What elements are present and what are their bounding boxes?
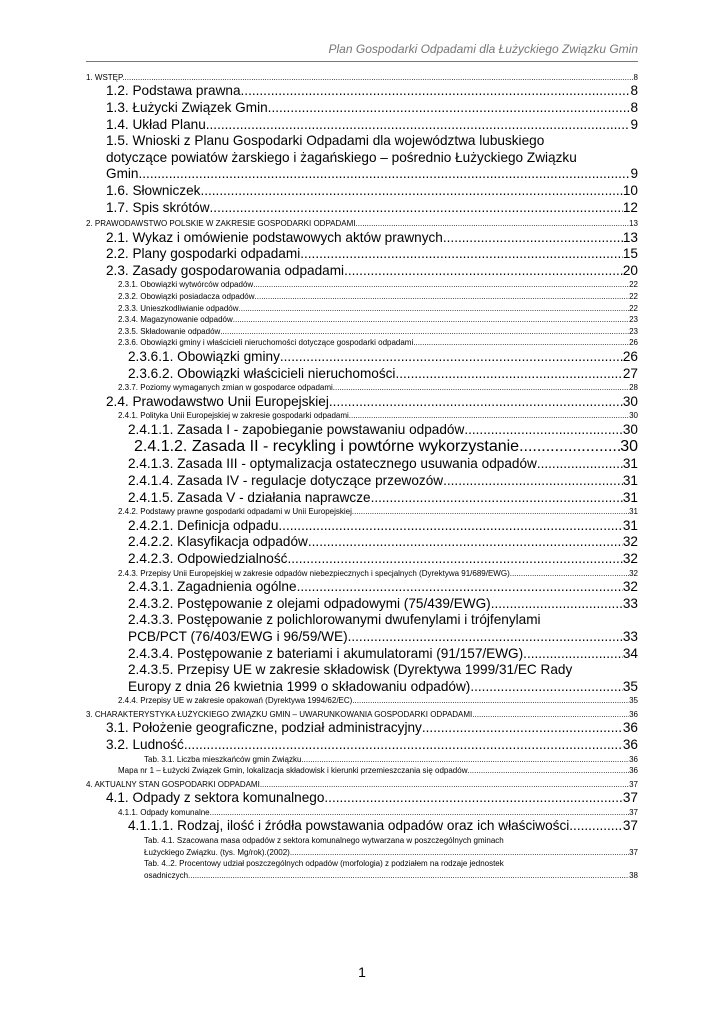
dot-leader xyxy=(125,72,634,83)
toc-entry-page: 8 xyxy=(633,73,638,82)
dot-leader xyxy=(138,166,630,183)
dot-leader xyxy=(301,754,629,766)
toc-entry-title-line: dotyczące powiatów żarskiego i żagańskiego – pośrednio Łużyckiego Związku xyxy=(106,149,577,165)
toc-entry[interactable] xyxy=(86,183,638,200)
dot-leader xyxy=(348,629,623,646)
toc-entry-page: 33 xyxy=(622,595,638,611)
toc-entry[interactable] xyxy=(86,246,638,263)
toc-entry[interactable] xyxy=(86,518,638,535)
dot-leader xyxy=(443,230,623,247)
toc-entry-title: 2.4. Prawodawstwo Unii Europejskiej xyxy=(106,393,329,409)
toc-entry[interactable] xyxy=(86,765,638,777)
toc-entry[interactable] xyxy=(86,720,638,737)
toc-entry-page: 35 xyxy=(622,678,638,694)
toc-entry[interactable] xyxy=(86,506,638,518)
toc-entry-page: 22 xyxy=(629,291,638,301)
toc-entry[interactable] xyxy=(86,709,638,720)
dot-leader xyxy=(464,422,623,439)
toc-entry[interactable] xyxy=(86,807,638,819)
toc-entry-page: 32 xyxy=(629,568,638,578)
toc-entry-title: 3.2. Ludność xyxy=(106,736,184,752)
toc-entry-page: 30 xyxy=(622,393,638,409)
dot-leader xyxy=(278,518,622,535)
toc-entry-page: 30 xyxy=(622,421,638,437)
toc-entry[interactable] xyxy=(86,456,638,473)
toc-entry[interactable] xyxy=(86,394,638,411)
toc-entry-page: 36 xyxy=(622,736,638,752)
toc-entry[interactable] xyxy=(86,263,638,280)
toc-entry-title: 4.1.1.1. Rodzaj, ilość i źródła powstawania odpadów oraz ich właściwości xyxy=(128,818,570,834)
toc-entry[interactable] xyxy=(86,596,638,613)
toc-entry[interactable] xyxy=(86,490,638,507)
toc-entry[interactable] xyxy=(86,83,638,100)
dot-leader xyxy=(297,579,623,596)
toc-entry-page: 31 xyxy=(622,473,638,489)
toc-entry-title-line: Tab. 4..2. Procentowy udział poszczególnych odpadów (morfologia) z podziałem na rodzaje jednostek xyxy=(144,859,504,869)
toc-entry[interactable] xyxy=(86,612,638,645)
toc-entry-title: 2.3.4. Magazynowanie odpadów xyxy=(118,315,233,325)
toc-entry[interactable] xyxy=(86,218,638,229)
dot-leader xyxy=(268,100,631,117)
dot-leader xyxy=(472,709,629,720)
toc-entry[interactable] xyxy=(86,754,638,766)
toc-entry-title: 2.4.1.1. Zasada I - zapobieganie powstawaniu odpadów xyxy=(128,421,465,437)
toc-entry-title: 3.1. Położenie geograficzne, podział administracyjny xyxy=(106,720,422,736)
dot-leader xyxy=(344,263,623,280)
toc-entry-title-line: 2.4.3.3. Postępowanie z polichlorowanymi dwufenylami i trójfenylami xyxy=(128,612,541,628)
toc-entry[interactable] xyxy=(86,382,638,394)
toc-entry[interactable] xyxy=(86,579,638,596)
toc-entry[interactable] xyxy=(86,349,638,366)
toc-entry-title: 2.3.6.2. Obowiązki właścicieli nieruchomości xyxy=(128,365,396,381)
toc-entry[interactable] xyxy=(86,534,638,551)
toc-entry-title: 2.3.5. Składowanie odpadów xyxy=(118,326,221,336)
toc-entry-title: 2.3.6. Obowiązki gminy i właścicieli nieruchomości dotyczące gospodarki odpadami xyxy=(118,338,414,348)
toc-entry[interactable] xyxy=(86,858,638,881)
toc-entry[interactable] xyxy=(86,230,638,247)
toc-entry-page: 31 xyxy=(622,456,638,472)
toc-entry-title: 2.4.1.2. Zasada II - recykling i powtórne wykorzystanie xyxy=(134,438,520,456)
toc-entry-page: 37 xyxy=(629,847,638,857)
dot-leader xyxy=(491,596,623,613)
toc-entry-title: 1. WSTĘP. xyxy=(86,73,125,82)
toc-entry[interactable] xyxy=(86,818,638,835)
toc-entry[interactable] xyxy=(86,790,638,807)
toc-entry-title: 1.6. Słowniczek xyxy=(106,182,201,198)
toc-entry[interactable] xyxy=(86,551,638,568)
toc-entry-page: 32 xyxy=(622,551,638,567)
dot-leader xyxy=(349,410,629,422)
toc-entry-title: 2.4.1.3. Zasada III - optymalizacja ostatecznego usuwania odpadów xyxy=(128,456,537,472)
dot-leader xyxy=(333,382,629,394)
toc-entry[interactable] xyxy=(86,200,638,217)
toc-entry-page: 37 xyxy=(629,807,638,817)
dot-leader xyxy=(188,870,629,882)
dot-leader xyxy=(352,695,629,707)
toc-entry-page: 32 xyxy=(622,534,638,550)
toc-entry-title: 2.4.1.5. Zasada V - działania naprawcze xyxy=(128,489,371,505)
toc-entry-title: PCB/PCT (76/403/EWG i 96/59/WE) xyxy=(128,629,348,644)
toc-entry-title: Europy z dnia 26 kwietnia 1999 o składowaniu odpadów) xyxy=(128,678,471,694)
toc-entry[interactable] xyxy=(86,438,638,456)
dot-leader xyxy=(519,438,620,456)
toc-entry[interactable] xyxy=(86,737,638,754)
toc-entry[interactable] xyxy=(86,410,638,422)
toc-entry-title: 2.4.3.2. Postępowanie z olejami odpadowymi (75/439/EWG) xyxy=(128,595,491,611)
toc-entry-page: 8 xyxy=(630,100,638,115)
toc-entry-title-line: Tab. 4.1. Szacowana masa odpadów z sektora komunalnego wytwarzana w poszczególnych gminach xyxy=(144,835,504,845)
toc-entry-page: 15 xyxy=(622,246,638,262)
dot-leader xyxy=(233,314,629,326)
dot-leader xyxy=(352,506,629,518)
dot-leader xyxy=(210,807,629,819)
dot-leader xyxy=(371,490,623,507)
toc-entry[interactable] xyxy=(86,662,638,695)
dot-leader xyxy=(239,303,630,315)
dot-leader xyxy=(206,117,631,134)
dot-leader xyxy=(184,737,623,754)
toc-entry-title: 2.4.2.3. Odpowiedzialność xyxy=(128,551,288,567)
dot-leader xyxy=(467,765,629,777)
toc-entry-page: 10 xyxy=(622,182,638,198)
dot-leader xyxy=(537,456,623,473)
toc-entry-page: 36 xyxy=(629,754,638,764)
toc-entry[interactable] xyxy=(86,835,638,858)
toc-entry[interactable] xyxy=(86,779,638,790)
toc-entry-title: 2.4.3.1. Zagadnienia ogólne xyxy=(128,579,297,595)
toc-entry-title: 3. CHARAKTERYSTYKA ŁUŻYCKIEGO ZWIĄZKU GMIN – UWARUNKOWANIA GOSPODARKI ODPADAMI xyxy=(86,709,473,719)
toc-entry-page: 37 xyxy=(622,818,638,834)
toc-entry-title: 2.4.2.1. Definicja odpadu xyxy=(128,517,279,533)
dot-leader xyxy=(329,394,623,411)
table-of-contents xyxy=(86,70,638,881)
toc-entry-title: 2.4.1. Polityka Unii Europejskiej w zakresie gospodarki odpadami xyxy=(118,411,349,421)
toc-entry-title: 2. PRAWODAWSTWO POLSKIE W ZAKRESIE GOSPODARKI ODPADAMI xyxy=(86,219,356,229)
dot-leader xyxy=(210,200,623,217)
dot-leader xyxy=(290,847,629,859)
toc-entry-page: 32 xyxy=(622,579,638,595)
toc-entry-page: 9 xyxy=(630,166,638,182)
toc-entry[interactable] xyxy=(86,133,638,183)
dot-leader xyxy=(241,83,631,100)
toc-entry-page: 22 xyxy=(629,280,638,290)
toc-entry-page: 36 xyxy=(629,766,638,776)
dot-leader xyxy=(395,366,622,383)
toc-entry-title: 1.4. Układ Planu xyxy=(106,116,206,132)
toc-entry-title: 2.4.2.2. Klasyfikacja odpadów xyxy=(128,534,308,550)
toc-entry-title: 2.3. Zasady gospodarowania odpadami xyxy=(106,262,345,278)
dot-leader xyxy=(356,218,630,229)
toc-entry-page: 8 xyxy=(630,83,638,99)
toc-entry-title: 1.2. Podstawa prawna xyxy=(106,83,241,99)
toc-entry-title: 2.4.3. Przepisy Unii Europejskiej w zakresie odpadów niebezpiecznych i specjalnych (Dyrektywa 91/689/EWG) xyxy=(118,568,510,578)
toc-entry-title: 1.7. Spis skrótów xyxy=(106,199,210,215)
toc-entry-page: 31 xyxy=(629,507,638,517)
running-header: Plan Gospodarki Odpadami dla Łużyckiego Związku Gmin xyxy=(328,42,638,56)
dot-leader xyxy=(422,720,623,737)
toc-entry[interactable] xyxy=(86,72,638,83)
toc-entry-page: 26 xyxy=(622,348,638,364)
toc-entry[interactable] xyxy=(86,366,638,383)
toc-entry[interactable] xyxy=(86,291,638,303)
toc-entry-title: 2.4.2. Podstawy prawne gospodarki odpadami w Unii Europejskiej xyxy=(118,507,352,517)
toc-entry-title: 2.3.7. Poziomy wymaganych zmian w gospodarce odpadami xyxy=(118,383,333,393)
toc-entry-page: 31 xyxy=(622,517,638,533)
toc-entry-title: 2.3.2. Obowiązki posiadacza odpadów xyxy=(118,291,255,301)
toc-entry-title: osadniczych xyxy=(144,870,189,880)
dot-leader xyxy=(300,246,623,263)
toc-entry[interactable] xyxy=(86,117,638,134)
toc-entry-page: 22 xyxy=(629,303,638,313)
toc-entry-page: 28 xyxy=(629,383,638,393)
dot-leader xyxy=(287,551,622,568)
toc-entry-title: 2.4.3.4. Postępowanie z bateriami i akumulatorami (91/157/EWG) xyxy=(128,645,524,661)
toc-entry-title: 4.1. Odpady z sektora komunalnego xyxy=(106,790,325,806)
toc-entry-page: 36 xyxy=(629,709,638,719)
toc-entry-title: 2.3.6.1. Obowiązki gminy xyxy=(128,348,280,364)
toc-entry-title: 1.3. Łużycki Związek Gmin xyxy=(106,100,268,115)
toc-entry[interactable] xyxy=(86,314,638,326)
toc-entry-page: 37 xyxy=(629,779,638,789)
toc-entry[interactable] xyxy=(86,326,638,338)
toc-entry-page: 34 xyxy=(622,645,638,661)
toc-entry[interactable] xyxy=(86,100,638,117)
toc-entry-title: 2.2. Plany gospodarki odpadami xyxy=(106,246,301,262)
toc-entry-page: 36 xyxy=(622,720,638,736)
toc-entry-page: 20 xyxy=(622,262,638,278)
dot-leader xyxy=(253,279,629,291)
toc-entry[interactable] xyxy=(86,279,638,291)
page-number: 1 xyxy=(358,964,366,980)
dot-leader xyxy=(220,326,629,338)
toc-entry-title: 2.1. Wykaz i omówienie podstawowych aktów prawnych xyxy=(106,229,443,245)
toc-entry[interactable] xyxy=(86,303,638,315)
dot-leader xyxy=(413,337,629,349)
toc-entry-title: 4. AKTUALNY STAN GOSPODARKI ODPADAMI xyxy=(86,779,260,789)
dot-leader xyxy=(308,534,623,551)
header-rule xyxy=(86,61,638,62)
toc-entry-page: 30 xyxy=(629,411,638,421)
toc-entry-title-line: 1.5. Wnioski z Planu Gospodarki Odpadami dla województwa lubuskiego xyxy=(106,133,545,149)
dot-leader xyxy=(443,473,623,490)
toc-entry[interactable] xyxy=(86,646,638,663)
dot-leader xyxy=(569,818,623,835)
toc-entry-title: 2.3.3. Unieszkodliwianie odpadów xyxy=(118,303,239,313)
toc-entry-page: 31 xyxy=(622,489,638,505)
toc-entry-title: 2.3.1. Obowiązki wytwórców odpadów xyxy=(118,280,254,290)
toc-entry[interactable] xyxy=(86,473,638,490)
toc-entry-title: Gmin xyxy=(106,166,139,182)
dot-leader xyxy=(255,291,630,303)
dot-leader xyxy=(280,349,623,366)
toc-entry-page: 26 xyxy=(629,338,638,348)
toc-entry-page: 12 xyxy=(622,199,638,215)
dot-leader xyxy=(470,679,623,696)
dot-leader xyxy=(200,183,622,200)
toc-entry[interactable] xyxy=(86,337,638,349)
toc-entry[interactable] xyxy=(86,568,638,580)
toc-entry[interactable] xyxy=(86,695,638,707)
toc-entry-title: Tab. 3.1. Liczba mieszkańców gmin Związku xyxy=(144,754,302,764)
toc-entry-page: 27 xyxy=(622,365,638,381)
toc-entry-page: 38 xyxy=(629,870,638,880)
toc-entry-page: 13 xyxy=(629,219,638,229)
dot-leader xyxy=(324,790,622,807)
toc-entry-page: 30 xyxy=(620,438,638,456)
toc-entry-title: Mapa nr 1 – Łużycki Związek Gmin, lokalizacja składowisk i kierunki przemieszczania się odpadów xyxy=(118,766,468,776)
toc-entry-page: 9 xyxy=(630,116,638,132)
toc-entry-title: 2.4.1.4. Zasada IV - regulacje dotyczące przewozów xyxy=(128,473,444,489)
dot-leader xyxy=(510,568,629,580)
toc-entry-title: 4.1.1. Odpady komunalne xyxy=(118,807,210,817)
toc-entry-page: 23 xyxy=(629,326,638,336)
toc-entry-page: 33 xyxy=(622,629,638,644)
toc-entry-title: Łużyckiego Związku. (tys. Mg/rok).(2002) xyxy=(144,847,290,857)
toc-entry-page: 35 xyxy=(629,696,638,706)
toc-entry-page: 13 xyxy=(622,229,638,245)
toc-entry-title-line: 2.4.3.5. Przepisy UE w zakresie składowisk (Dyrektywa 1999/31/EC Rady xyxy=(128,662,573,678)
dot-leader xyxy=(260,779,629,790)
toc-entry-title: 2.4.4. Przepisy UE w zakresie opakowań (Dyrektywa 1994/62/EC) xyxy=(118,696,353,706)
toc-entry-page: 37 xyxy=(622,790,638,806)
dot-leader xyxy=(523,646,623,663)
toc-entry-page: 23 xyxy=(629,315,638,325)
toc-entry[interactable] xyxy=(86,422,638,439)
